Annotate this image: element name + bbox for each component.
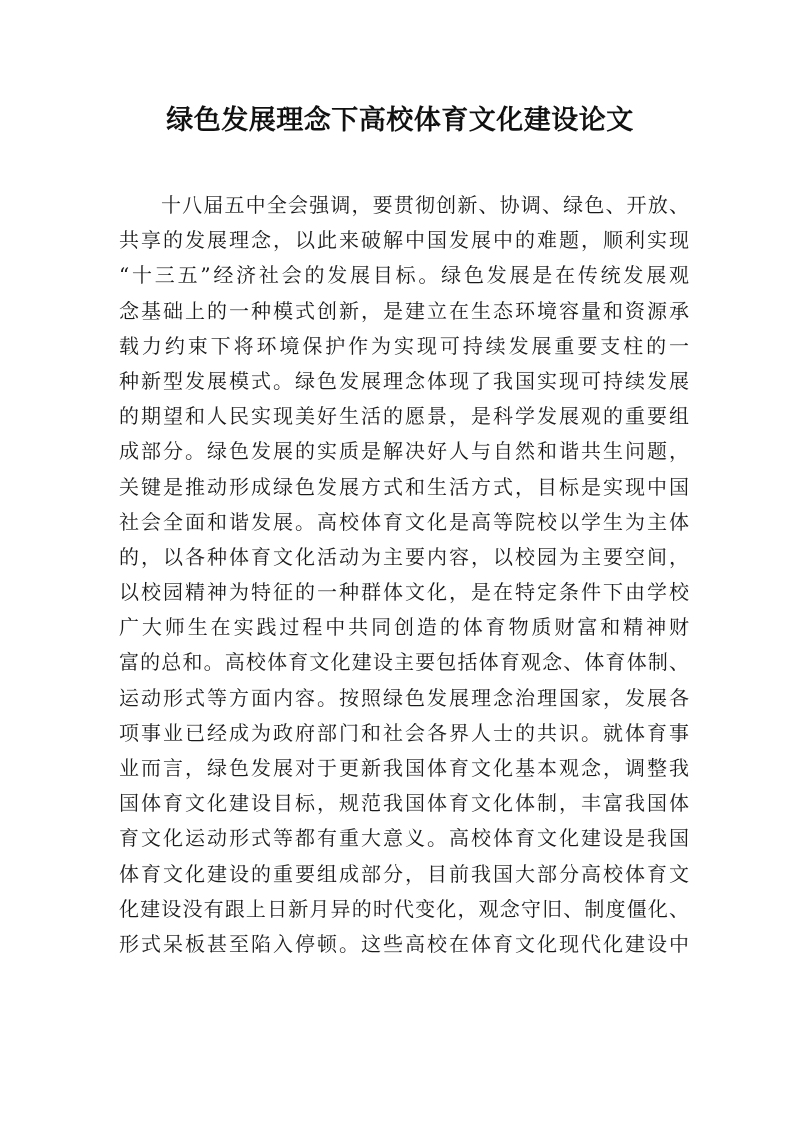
- body-paragraph: [119, 188, 689, 962]
- paragraph-line: 社会全面和谐发展。高校体育文化是高等院校以学生为主体: [119, 509, 689, 534]
- paragraph-line: 关键是推动形成绿色发展方式和生活方式，目标是实现中国: [119, 474, 689, 499]
- paragraph-line: 运动形式等方面内容。按照绿色发展理念治理国家，发展各: [119, 685, 689, 710]
- paragraph-line: 广大师生在实践过程中共同创造的体育物质财富和精神财: [119, 615, 689, 640]
- paragraph-line: 以校园精神为特征的一种群体文化，是在特定条件下由学校: [119, 580, 689, 605]
- paragraph-line: 的期望和人民实现美好生活的愿景，是科学发展观的重要组: [119, 404, 689, 429]
- paragraph-line: 载力约束下将环境保护作为实现可持续发展重要支柱的一: [119, 333, 689, 358]
- paragraph-line: 富的总和。高校体育文化建设主要包括体育观念、体育体制、: [119, 650, 689, 675]
- document-title: 绿色发展理念下高校体育文化建设论文: [166, 105, 634, 136]
- paragraph-line: “十三五”经济社会的发展目标。绿色发展是在传统发展观: [119, 263, 689, 288]
- paragraph-line: 成部分。绿色发展的实质是解决好人与自然和谐共生问题，: [119, 439, 689, 464]
- paragraph-line: 项事业已经成为政府部门和社会各界人士的共识。就体育事: [119, 720, 689, 745]
- paragraph-line: 化建设没有跟上日新月异的时代变化，观念守旧、制度僵化、: [119, 896, 689, 921]
- paragraph-line: 国体育文化建设目标，规范我国体育文化体制，丰富我国体: [119, 791, 689, 816]
- paragraph-line: 形式呆板甚至陷入停顿。这些高校在体育文化现代化建设中: [119, 931, 689, 956]
- paragraph-line: 体育文化建设的重要组成部分，目前我国大部分高校体育文: [119, 861, 689, 886]
- paragraph-line: 种新型发展模式。绿色发展理念体现了我国实现可持续发展: [119, 368, 689, 393]
- paragraph-line: 业而言，绿色发展对于更新我国体育文化基本观念，调整我: [119, 756, 689, 780]
- paragraph-line: 育文化运动形式等都有重大意义。高校体育文化建设是我国: [119, 826, 689, 851]
- paragraph-line: 的，以各种体育文化活动为主要内容，以校园为主要空间，: [119, 544, 689, 569]
- paragraph-line: 念基础上的一种模式创新，是建立在生态环境容量和资源承: [119, 298, 689, 323]
- paragraph-line: 十八届五中全会强调，要贯彻创新、协调、绿色、开放、: [161, 193, 689, 217]
- paragraph-line: 共享的发展理念，以此来破解中国发展中的难题，顺利实现: [119, 228, 689, 253]
